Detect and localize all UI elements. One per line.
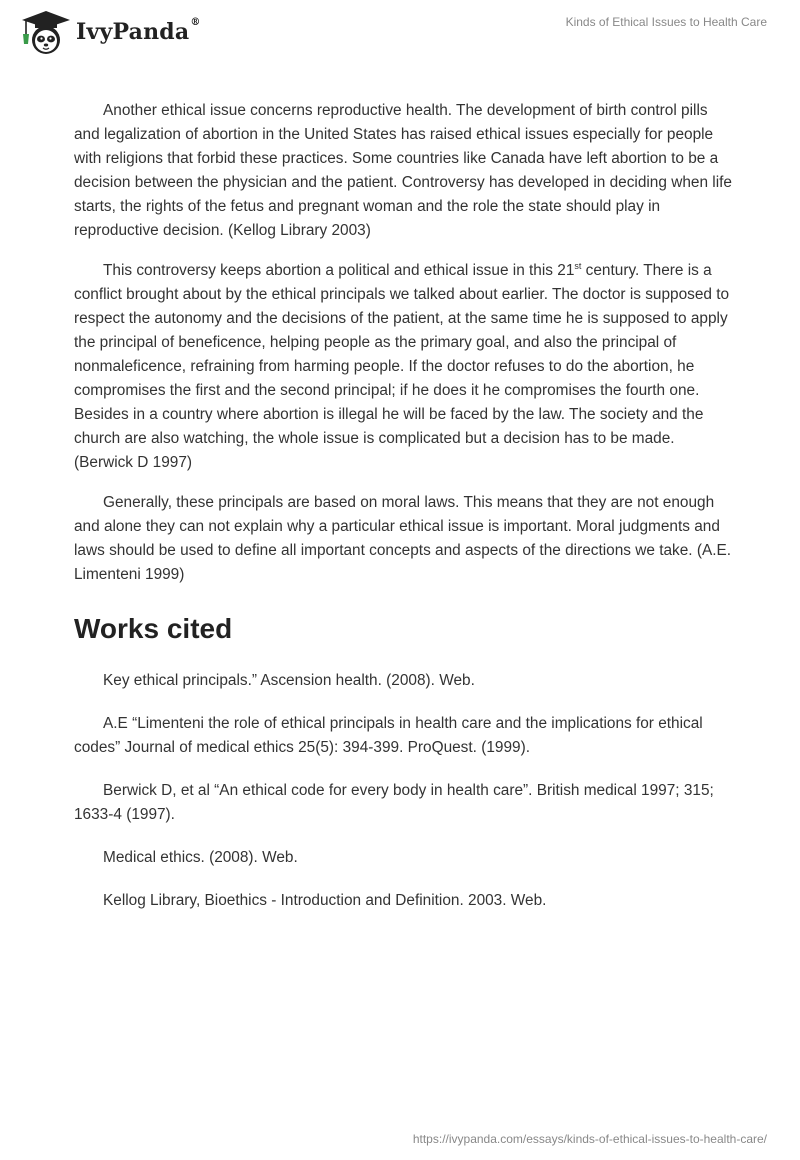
document-title: Kinds of Ethical Issues to Health Care [565, 15, 767, 29]
registered-mark: ® [190, 17, 201, 28]
panda-graduate-icon [16, 8, 72, 56]
page-header [0, 0, 800, 60]
ordinal-suffix: st [574, 261, 582, 271]
paragraph-reproductive-health: Another ethical issue concerns reproductive health. The development of birth control pills and legalization of abortion in the United States has raised ethical issues especially for people with religions that forbid these practices. Some countries like Canada have left abortion to be a decision between the physician and the patient. Controversy has developed in deciding when life starts, the rights of the fetus and pregnant woman and the role the state should play in reproductive decision. (Kellog Library 2003) [74, 102, 732, 239]
works-cited-heading: Works cited [74, 613, 233, 644]
citation-entry: Berwick D, et al “An ethical code for every body in health care”. British medical 1997; 315; 1633-4 (1997). [74, 782, 714, 823]
brand-name: IvyPanda® [76, 17, 201, 45]
citation-entry: Kellog Library, Bioethics - Introduction and Definition. 2003. Web. [103, 892, 547, 909]
paragraph-moral-laws: Generally, these principals are based on moral laws. This means that they are not enough and alone they can not explain why a particular ethical issue is important. Moral judgments and laws should be used to define all important concepts and aspects of the directions we take. (A.E. Limenteni 1999) [74, 494, 732, 583]
ivypanda-logo[interactable] [16, 8, 201, 56]
citation-entry: Key ethical principals.” Ascension health. (2008). Web. [103, 672, 475, 689]
essay-content [74, 99, 734, 932]
citation-entry: A.E “Limenteni the role of ethical principals in health care and the implications for ethical codes” Journal of medical ethics 25(5): 394-399. ProQuest. (1999). [74, 715, 703, 756]
paragraph-abortion-controversy: This controversy keeps abortion a political and ethical issue in this 21st century. There is a conflict brought about by the ethical principals we talked about earlier. The doctor is supposed to respect the autonomy and the decisions of the patient, at the same time he is supposed to apply the principal of beneficence, helping people as the primary goal, and also the principal of nonmaleficence, refraining from harming people. If the doctor refuses to do the abortion, he compromises the first and the second principal; if he does it he compromises the fourth one. Besides in a country where abortion is illegal he will be faced by the law. The society and the church are also watching, the whole issue is complicated but a decision has to be made. (Berwick D 1997) [74, 261, 730, 471]
source-url[interactable]: https://ivypanda.com/essays/kinds-of-ethical-issues-to-health-care/ [412, 1132, 767, 1146]
citation-entry: Medical ethics. (2008). Web. [103, 849, 298, 866]
